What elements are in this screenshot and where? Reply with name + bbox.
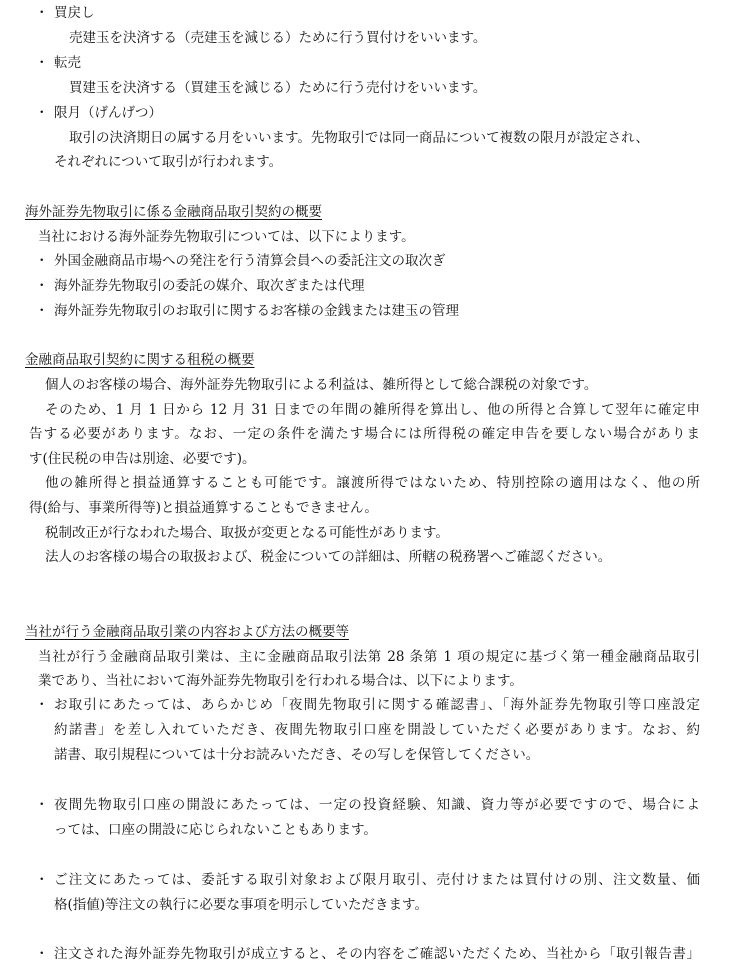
list-item-line: 諾書、取引規程については十分お読みいただき、その写しを保管してください。 [54,747,540,763]
bullet: ・ [35,303,49,319]
bullet: ・ [35,946,49,962]
tax-paragraph: そのため、1 月 1 日から 12 月 31 日までの年間の雑所得を算出し、他の所得と合算して翌年に確定申 [45,402,700,418]
tax-paragraph: 税制改正が行なわれた場合、取扱が変更となる可能性があります。 [45,525,449,541]
term-title: 限月（げんげつ） [54,105,162,121]
bullet: ・ [35,253,49,269]
bullet: ・ [35,872,49,888]
tax-paragraph: す(住民税の申告は別途、必要です)。 [29,451,256,467]
list-item: 海外証券先物取引の委託の媒介、取次ぎまたは代理 [54,278,365,294]
tax-paragraph: 他の雑所得と損益通算することも可能です。譲渡所得ではないため、特別控除の適用はなく、他の所 [45,475,700,491]
list-item-line: お取引にあたっては、あらかじめ「夜間先物取引に関する確認書」、「海外証券先物取引等口座設定 [54,697,700,713]
tax-paragraph: 法人のお客様の場合の取扱および、税金についての詳細は、所轄の税務署へご確認ください。 [45,549,612,565]
bullet: ・ [35,797,49,813]
section-heading: 当社が行う金融商品取引業の内容および方法の概要等 [25,624,349,640]
section-heading: 海外証券先物取引に係る金融商品取引契約の概要 [25,204,322,220]
section-intro: 当社における海外証券先物取引については、以下によります。 [38,229,415,245]
tax-paragraph: 個人のお客様の場合、海外証券先物取引による利益は、雑所得として総合課税の対象です。 [45,377,598,393]
term-description: 買建玉を決済する（買建玉を減じる）ために行う売付けをいいます。 [69,80,487,96]
term-title: 転売 [54,55,81,71]
bullet: ・ [35,5,49,21]
tax-paragraph: 得(給与、事業所得等)と損益通算することもできません。 [29,500,378,516]
list-item-line: 格(指値)等注文の執行に必要な事項を明示していただきます。 [54,897,428,913]
section-intro: 当社が行う金融商品取引業は、主に金融商品取引法第 28 条第 1 項の規定に基づく第一種金融商品取引 [38,649,700,665]
list-item: 海外証券先物取引のお取引に関するお客様の金銭または建玉の管理 [54,303,459,319]
bullet: ・ [35,697,49,713]
tax-paragraph: 告する必要があります。なお、一定の条件を満たす場合には所得税の確定申告を要しない場合がありま [29,426,700,442]
section-intro: 業であり、当社において海外証券先物取引を行われる場合は、以下によります。 [38,673,523,689]
bullet: ・ [35,55,49,71]
bullet: ・ [35,278,49,294]
bullet: ・ [35,105,49,121]
list-item-line: っては、口座の開設に応じられないこともあります。 [54,822,377,838]
term-description: 取引の決済期日の属する月をいいます。先物取引では同一商品について複数の限月が設定され、 [69,130,649,146]
term-description: 売建玉を決済する（売建玉を減じる）ために行う買付けをいいます。 [69,30,487,46]
list-item-line: 約諾書」を差し入れていただき、夜間先物取引口座を開設していただく必要があります。なお、約 [54,722,700,738]
list-item: 外国金融商品市場への発注を行う清算会員への委託注文の取次ぎ [54,253,446,269]
list-item-line: ご注文にあたっては、委託する取引対象および限月取引、売付けまたは買付けの別、注文数量、価 [54,872,700,888]
term-title: 買戻し [54,5,95,21]
list-item-line: 注文された海外証券先物取引が成立すると、その内容をご確認いただくため、当社から「取引報告書」 [54,946,700,962]
list-item-line: 夜間先物取引口座の開設にあたっては、一定の投資経験、知識、資力等が必要ですので、場合によ [54,797,700,813]
term-description: それぞれについて取引が行われます。 [54,154,283,170]
section-heading: 金融商品取引契約に関する租税の概要 [25,352,255,368]
